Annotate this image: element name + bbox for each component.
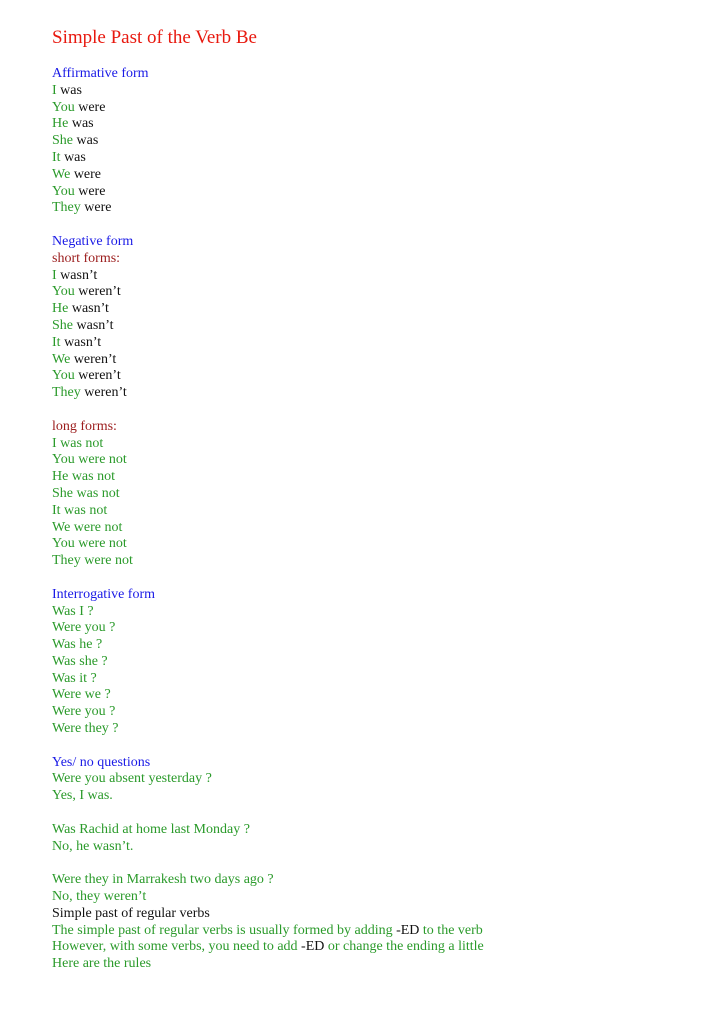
spacer — [52, 217, 712, 234]
verb: was — [60, 149, 86, 165]
verb: wasn’t — [68, 301, 109, 317]
negative-long-row: They were not — [52, 553, 133, 569]
verb: wasn’t — [60, 334, 102, 350]
ed-suffix: -ED — [301, 939, 325, 955]
regular-rule-line: Here are the rules — [52, 956, 152, 972]
subject: She — [52, 133, 73, 149]
spacer — [52, 738, 712, 755]
affirmative-row — [52, 100, 712, 117]
negative-short-row — [52, 318, 712, 335]
affirmative-row — [52, 83, 712, 100]
negative-short-row — [52, 368, 712, 385]
affirmative-heading: Affirmative form — [52, 66, 149, 81]
rule-text: The simple past of regular verbs is usually formed by adding — [52, 922, 397, 938]
subject: He — [52, 301, 69, 317]
subject: He — [52, 116, 69, 132]
negative-long-row: We were not — [52, 519, 123, 535]
rule-text: to the verb — [419, 922, 483, 938]
subject: You — [52, 99, 75, 115]
interrogative-row: Was he ? — [52, 637, 103, 653]
verb: were — [70, 166, 102, 182]
subject: I — [52, 267, 57, 283]
rule-text: or change the ending a little — [324, 939, 484, 955]
example-answer: No, he wasn’t. — [52, 838, 134, 854]
subject: You — [52, 284, 75, 300]
spacer — [52, 570, 712, 587]
document-page — [52, 26, 712, 973]
verb: was — [68, 116, 94, 132]
interrogative-row: Were they ? — [52, 721, 119, 737]
subject: It — [52, 149, 61, 165]
interrogative-heading: Interrogative form — [52, 586, 156, 602]
verb: was — [56, 82, 82, 98]
affirmative-row — [52, 150, 712, 167]
interrogative-row: Were we ? — [52, 687, 111, 703]
subject: You — [52, 183, 75, 199]
negative-long-row: She was not — [52, 485, 120, 501]
verb: were — [74, 99, 106, 115]
subject: We — [52, 166, 71, 182]
spacer — [52, 855, 712, 872]
example-question: Were you absent yesterday ? — [52, 771, 212, 787]
verb: were — [74, 183, 106, 199]
regular-rule-line — [52, 939, 712, 956]
verb: weren’t — [74, 368, 121, 384]
spacer — [52, 402, 712, 419]
rule-text: However, with some verbs, you need to add — [52, 939, 302, 955]
negative-short-row — [52, 352, 712, 369]
subject: I — [52, 82, 57, 98]
regular-verbs-heading: Simple past of regular verbs — [52, 905, 210, 921]
negative-short-row — [52, 284, 712, 301]
negative-short-row — [52, 385, 712, 402]
interrogative-row: Was she ? — [52, 653, 108, 669]
subject: It — [52, 334, 61, 350]
affirmative-row — [52, 133, 712, 150]
verb: wasn’t — [73, 317, 114, 333]
verb: weren’t — [70, 351, 117, 367]
example-answer: No, they weren’t — [52, 889, 147, 905]
negative-short-row — [52, 268, 712, 285]
example-answer: Yes, I was. — [52, 788, 113, 804]
page-title: Simple Past of the Verb Be — [52, 27, 257, 48]
affirmative-row — [52, 184, 712, 201]
example-question: Were they in Marrakesh two days ago ? — [52, 872, 274, 888]
regular-rule-line — [52, 923, 712, 940]
verb: wasn’t — [56, 267, 98, 283]
negative-long-row: He was not — [52, 469, 115, 485]
negative-long-row: You were not — [52, 452, 127, 468]
negative-long-row: You were not — [52, 536, 127, 552]
long-forms-label: long forms: — [52, 418, 117, 434]
interrogative-row: Were you ? — [52, 620, 116, 636]
verb: was — [73, 133, 99, 149]
negative-heading: Negative form — [52, 233, 134, 249]
verb: weren’t — [74, 284, 121, 300]
yes-no-heading: Yes/ no questions — [52, 754, 151, 770]
short-forms-label: short forms: — [52, 250, 121, 266]
affirmative-row — [52, 200, 712, 217]
affirmative-row — [52, 167, 712, 184]
negative-short-row — [52, 301, 712, 318]
verb: were — [80, 200, 112, 216]
subject: She — [52, 317, 73, 333]
ed-suffix: -ED — [396, 922, 420, 938]
negative-long-row: I was not — [52, 435, 104, 451]
subject: We — [52, 351, 71, 367]
interrogative-row: Were you ? — [52, 704, 116, 720]
spacer — [52, 805, 712, 822]
example-question: Was Rachid at home last Monday ? — [52, 821, 250, 837]
interrogative-row: Was it ? — [52, 670, 97, 686]
subject: You — [52, 368, 75, 384]
subject: They — [52, 385, 81, 401]
negative-short-row — [52, 335, 712, 352]
verb: weren’t — [80, 385, 127, 401]
interrogative-row: Was I ? — [52, 603, 94, 619]
affirmative-row — [52, 116, 712, 133]
subject: They — [52, 200, 81, 216]
negative-long-row: It was not — [52, 502, 108, 518]
